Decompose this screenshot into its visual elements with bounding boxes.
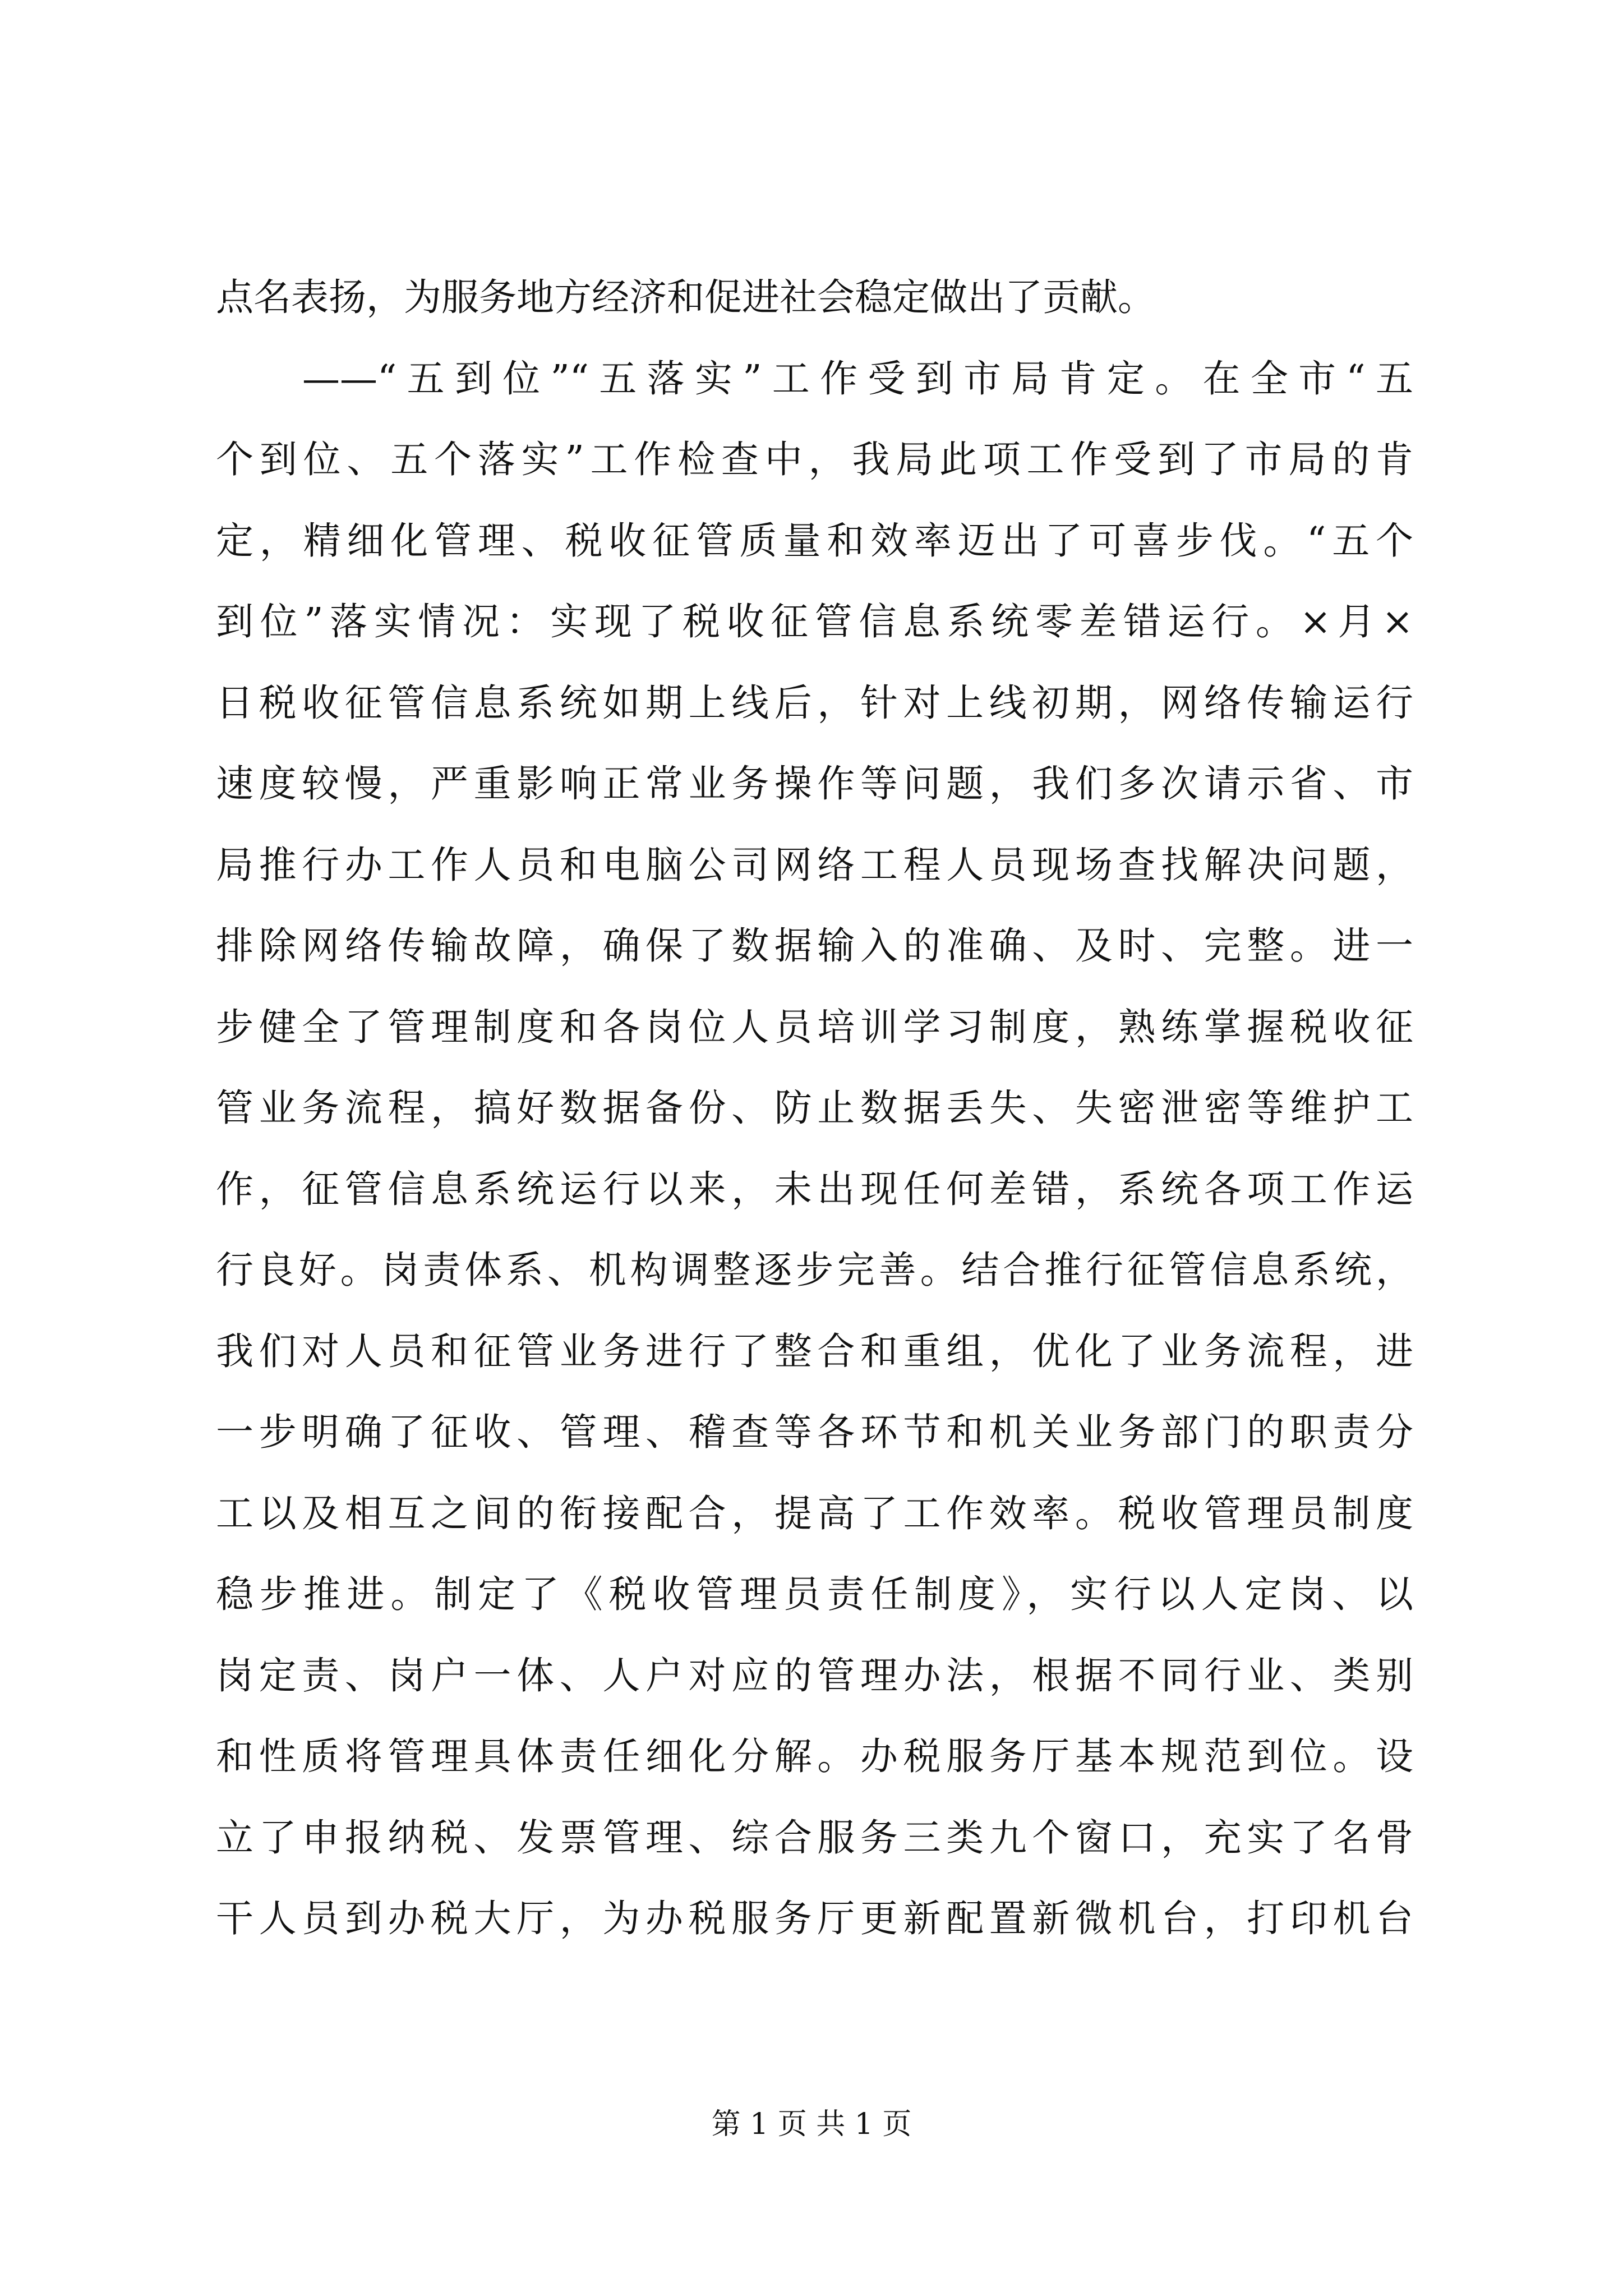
text-line: 立了申报纳税、发票管理、综合服务三类九个窗口，充实了名骨 — [216, 1815, 1413, 1860]
text-line: ——“五到位”“五落实”工作受到市局肯定。在全市“五 — [302, 356, 1413, 401]
text-line: 排除网络传输故障，确保了数据输入的准确、及时、完整。进一 — [216, 924, 1413, 968]
text-line: 我们对人员和征管业务进行了整合和重组，优化了业务流程，进 — [216, 1329, 1413, 1373]
text-line: 干人员到办税大厅，为办税服务厅更新配置新微机台，打印机台 — [216, 1897, 1413, 1940]
text-line: 作，征管信息系统运行以来，未出现任何差错，系统各项工作运 — [216, 1167, 1413, 1211]
body-text — [216, 257, 1413, 1959]
text-line: 日税收征管信息系统如期上线后，针对上线初期，网络传输运行 — [216, 680, 1413, 725]
text-line: 到位”落实情况：实现了税收征管信息系统零差错运行。×月× — [216, 600, 1413, 643]
text-line: 岗定责、岗户一体、人户对应的管理办法，根据不同行业、类别 — [216, 1653, 1413, 1697]
text-line: 稳步推进。制定了《税收管理员责任制度》，实行以人定岗、以 — [216, 1572, 1413, 1616]
text-line: 管业务流程，搞好数据备份、防止数据丢失、失密泄密等维护工 — [216, 1086, 1413, 1130]
text-line: 一步明确了征收、管理、稽查等各环节和机关业务部门的职责分 — [216, 1410, 1413, 1454]
text-line: 步健全了管理制度和各岗位人员培训学习制度，熟练掌握税收征 — [216, 1005, 1413, 1049]
text-line: 和性质将管理具体责任细化分解。办税服务厅基本规范到位。设 — [216, 1734, 1413, 1778]
text-line: 工以及相互之间的衔接配合，提高了工作效率。税收管理员制度 — [216, 1491, 1413, 1535]
text-line: 局推行办工作人员和电脑公司网络工程人员现场查找解决问题， — [216, 843, 1413, 887]
text-line: 点名表扬，为服务地方经济和促进社会稳定做出了贡献。 — [216, 275, 1155, 319]
text-line: 速度较慢，严重影响正常业务操作等问题，我们多次请示省、市 — [216, 762, 1413, 806]
text-line: 定，精细化管理、税收征管质量和效率迈出了可喜步伐。“五个 — [216, 518, 1413, 563]
text-line: 个到位、五个落实”工作检查中，我局此项工作受到了市局的肯 — [216, 438, 1413, 481]
page-footer: 第 1 页 共 1 页 — [711, 2108, 912, 2141]
text-line: 行良好。岗责体系、机构调整逐步完善。结合推行征管信息系统， — [216, 1248, 1413, 1292]
